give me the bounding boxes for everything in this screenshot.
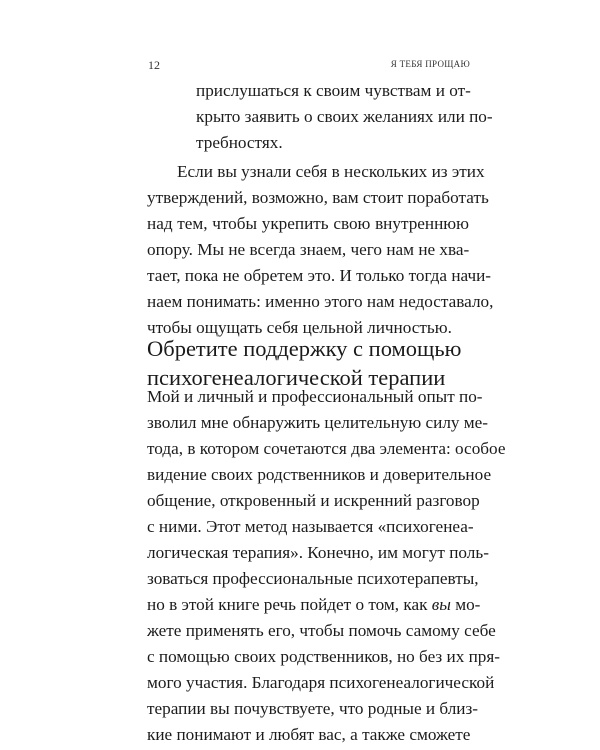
heading-line: психогенеалогической терапии [147, 365, 446, 390]
text-line: над тем, чтобы укрепить свою внутреннюю [147, 214, 469, 233]
text-line: тода, в котором сочетаются два элемента: особое [147, 439, 506, 458]
text-line: тает, пока не обретем это. И только тогда начи- [147, 266, 492, 285]
paragraph-2 [147, 384, 506, 748]
text-fragment: мо- [450, 595, 481, 614]
page-number: 12 [148, 58, 160, 72]
text-line: мого участия. Благодаря психогенеалогической [147, 673, 495, 692]
emphasis-text: вы [431, 595, 451, 614]
running-head: Я ТЕБЯ ПРОЩАЮ [390, 59, 470, 69]
text-line: зволил мне обнаружить целительную силу ме- [147, 413, 489, 432]
text-line: видение своих родственников и доверительное [147, 465, 492, 484]
text-line-with-emphasis [147, 592, 481, 618]
paragraph-1 [147, 159, 494, 341]
text-line: крыто заявить о своих желаниях или по- [196, 107, 493, 126]
text-line: терапии вы почувствуете, что родные и близ- [147, 699, 479, 718]
text-line: общение, откровенный и искренний разговор [147, 491, 480, 510]
text-line: прислушаться к своим чувствам и от- [196, 81, 471, 100]
text-line: кие понимают и любят вас, а также сможете [147, 725, 471, 744]
text-line: утверждений, возможно, вам стоит поработать [147, 188, 489, 207]
text-line: Если вы узнали себя в нескольких из этих [177, 162, 485, 181]
text-line: с помощью своих родственников, но без их пря- [147, 647, 501, 666]
text-line: требностях. [196, 133, 283, 152]
text-line: Мой и личный и профессиональный опыт по- [147, 387, 483, 406]
text-line: логическая терапия». Конечно, им могут поль- [147, 543, 489, 562]
text-line: опору. Мы не всегда знаем, чего нам не хва- [147, 240, 470, 259]
text-line: наем понимать: именно этого нам недоставало, [147, 292, 494, 311]
text-fragment: но в этой книге речь пойдет о том, как [147, 595, 432, 614]
text-line: жете применять его, чтобы помочь самому себе [147, 621, 496, 640]
bullet-continuation [196, 78, 493, 156]
heading-line: Обретите поддержку с помощью [147, 336, 462, 361]
text-line: с ними. Этот метод называется «психогенеа- [147, 517, 474, 536]
text-line: зоваться профессиональные психотерапевты, [147, 569, 479, 588]
text-line: чтобы ощущать себя цельной личностью. [147, 318, 452, 337]
